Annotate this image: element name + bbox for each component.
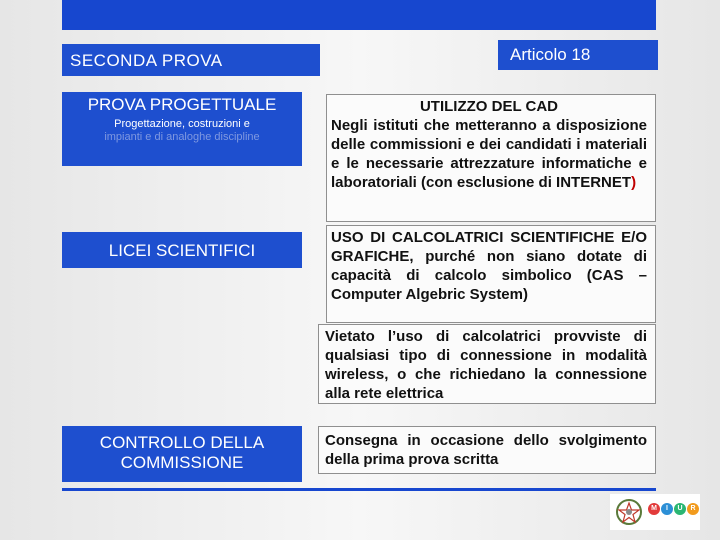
prova-progettuale-box xyxy=(62,92,302,166)
prova-progettuale-subtitle: Progettazione, costruzioni e xyxy=(114,118,250,130)
seconda-prova-title: SECONDA PROVA xyxy=(62,44,320,76)
bottom-divider xyxy=(62,488,656,491)
italian-republic-emblem-icon xyxy=(614,497,644,527)
vietato-text: Vietato l’uso di calcolatrici provviste di qualsiasi tipo di connessione in modalità wireless, o che richiedano la connessione alla rete elettrica xyxy=(325,328,647,402)
controllo-commissione-box: CONTROLLO DELLA COMMISSIONE xyxy=(62,426,302,482)
vietato-panel xyxy=(318,324,656,404)
cad-text: Negli istituti che metteranno a disposizione delle commissioni e dei candidati i materiali e le necessarie attrezzature informatiche e laboratoriali (con esclusione di INTERNET xyxy=(331,117,647,191)
calcolatrici-text: USO DI CALCOLATRICI SCIENTIFICHE E/O GRAFICHE, purché non siano dotate di capacità di calcolo simbolico (CAS – Computer Algebric System) xyxy=(331,229,647,303)
cad-panel xyxy=(326,94,656,222)
miur-letter-i: I xyxy=(661,503,673,515)
cad-close-paren: ) xyxy=(631,174,637,191)
calcolatrici-panel xyxy=(326,225,656,323)
licei-scientifici-box: LICEI SCIENTIFICI xyxy=(62,232,302,268)
cad-heading: UTILIZZO DEL CAD xyxy=(419,98,559,115)
top-banner xyxy=(62,0,656,30)
articolo-title: Articolo 18 xyxy=(498,40,658,70)
prova-progettuale-title: PROVA PROGETTUALE xyxy=(87,95,277,114)
miur-letter-r: R xyxy=(687,503,699,515)
prova-progettuale-subtitle-faded: impianti e di analoghe discipline xyxy=(104,131,260,143)
miur-letter-u: U xyxy=(674,503,686,515)
miur-letter-m: M xyxy=(648,503,660,515)
cad-text-paragraph xyxy=(331,116,647,192)
consegna-panel xyxy=(318,426,656,474)
consegna-text: Consegna in occasione dello svolgimento della prima prova scritta xyxy=(325,432,647,468)
miur-letters xyxy=(648,503,698,521)
